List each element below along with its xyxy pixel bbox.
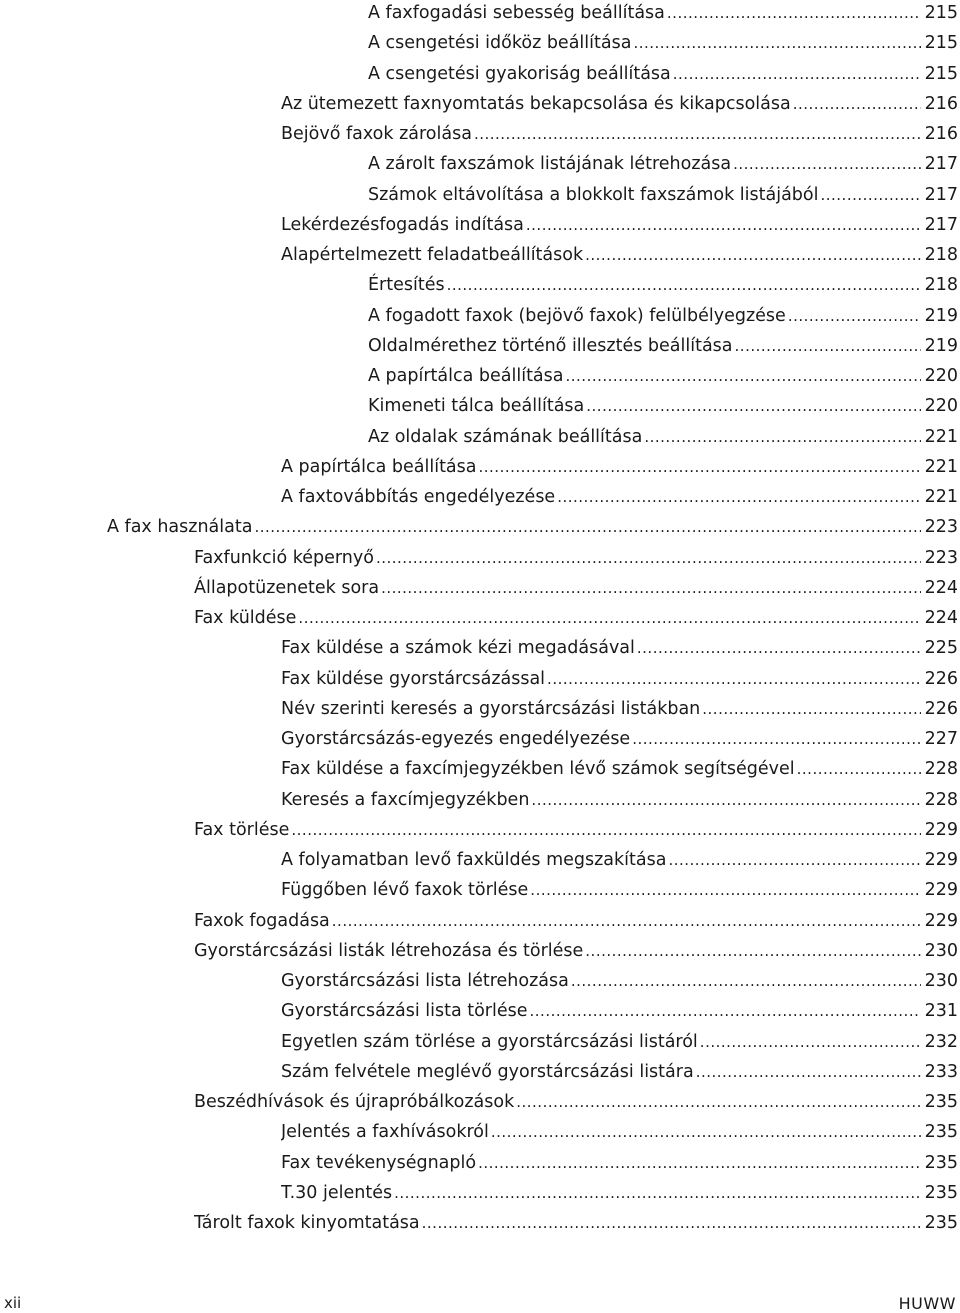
toc-dot-leader — [793, 89, 921, 119]
toc-dot-leader — [733, 149, 920, 179]
toc-entry[interactable] — [368, 0, 958, 28]
toc-entry[interactable] — [281, 724, 958, 754]
toc-dot-leader — [491, 1117, 921, 1147]
toc-entry[interactable] — [368, 180, 958, 210]
toc-entry[interactable] — [281, 664, 958, 694]
toc-entry-page: 219 — [924, 335, 958, 356]
toc-entry[interactable] — [368, 270, 958, 300]
toc-entry[interactable] — [281, 1178, 958, 1208]
toc-entry-title: A faxtovábbítás engedélyezése — [281, 487, 556, 507]
toc-entry-page: 217 — [924, 154, 958, 175]
toc-entry-title: A faxfogadási sebesség beállítása — [368, 3, 665, 23]
toc-dot-leader — [376, 543, 921, 573]
toc-dot-leader — [516, 1087, 920, 1117]
toc-dot-leader — [797, 754, 921, 784]
toc-entry-title: Fax küldése a számok kézi megadásával — [281, 638, 635, 659]
footer-document-code: HUWW — [898, 1294, 956, 1313]
toc-entry-page: 221 — [924, 487, 958, 507]
toc-dot-leader — [394, 1178, 920, 1208]
toc-dot-leader — [447, 270, 921, 300]
toc-entry-title: Állapotüzenetek sora — [194, 577, 380, 598]
toc-entry-page: 221 — [924, 426, 958, 447]
toc-entry[interactable] — [281, 845, 958, 875]
toc-entry[interactable] — [194, 1087, 958, 1117]
toc-entry-page: 235 — [924, 1092, 958, 1112]
toc-entry[interactable] — [281, 1057, 958, 1087]
toc-dot-leader — [530, 996, 921, 1026]
toc-dot-leader — [526, 210, 921, 240]
toc-entry[interactable] — [368, 331, 958, 361]
toc-entry-title: Beszédhívások és újrapróbálkozások — [194, 1092, 515, 1112]
footer-page-number: xii — [4, 1294, 22, 1312]
toc-dot-leader — [478, 1148, 921, 1178]
toc-entry-page: 219 — [924, 305, 958, 326]
toc-dot-leader — [637, 633, 921, 663]
toc-dot-leader — [531, 785, 920, 815]
toc-entry[interactable] — [281, 996, 958, 1026]
toc-entry-title: Értesítés — [368, 275, 445, 296]
toc-entry-page: 225 — [924, 638, 958, 659]
toc-entry-title: Lekérdezésfogadás indítása — [281, 214, 524, 235]
toc-dot-leader — [547, 664, 921, 694]
toc-entry[interactable] — [194, 603, 958, 633]
toc-dot-leader — [474, 119, 921, 149]
toc-entry-page: 229 — [924, 880, 958, 901]
toc-entry-title: Fax küldése a faxcímjegyzékben lévő számok segítségével — [281, 759, 795, 780]
toc-entry[interactable] — [194, 573, 958, 603]
toc-entry-page: 229 — [924, 819, 958, 840]
toc-entry[interactable] — [281, 694, 958, 724]
toc-entry-page: 226 — [924, 668, 958, 689]
toc-entry-title: Az ütemezett faxnyomtatás bekapcsolása és kikapcsolása — [281, 93, 791, 114]
toc-entry-page: 229 — [924, 910, 958, 931]
toc-entry-page: 223 — [924, 517, 958, 538]
toc-entry-page: 230 — [924, 940, 958, 961]
toc-dot-leader — [332, 906, 921, 936]
toc-dot-leader — [291, 815, 920, 845]
toc-entry[interactable] — [281, 240, 958, 270]
toc-entry[interactable] — [194, 543, 958, 573]
toc-entry-title: Kimeneti tálca beállítása — [368, 396, 585, 417]
toc-entry-title: A folyamatban levő faxküldés megszakítása — [281, 850, 667, 870]
toc-entry[interactable] — [281, 210, 958, 240]
toc-entry-title: Faxok fogadása — [194, 910, 330, 931]
toc-dot-leader — [571, 966, 921, 996]
toc-entry-page: 224 — [924, 577, 958, 598]
toc-entry[interactable] — [194, 815, 958, 845]
toc-entry[interactable] — [368, 391, 958, 421]
toc-entry[interactable] — [281, 754, 958, 784]
toc-entry-title: Jelentés a faxhívásokról — [281, 1122, 489, 1143]
toc-entry-page: 215 — [924, 63, 958, 84]
toc-dot-leader — [381, 573, 921, 603]
toc-dot-leader — [668, 845, 920, 875]
toc-entry[interactable] — [281, 452, 958, 482]
toc-entry-page: 216 — [924, 124, 958, 144]
toc-entry[interactable] — [281, 875, 958, 905]
toc-entry[interactable] — [281, 1117, 958, 1147]
toc-entry-page: 223 — [924, 547, 958, 568]
toc-entry-page: 228 — [924, 789, 958, 810]
toc-entry[interactable] — [281, 1148, 958, 1178]
toc-entry-page: 217 — [924, 184, 958, 205]
toc-entry[interactable] — [368, 28, 958, 58]
toc-entry-title: A zárolt faxszámok listájának létrehozása — [368, 154, 732, 175]
toc-entry-page: 224 — [924, 608, 958, 628]
toc-entry-title: Fax törlése — [194, 819, 290, 840]
toc-entry[interactable] — [281, 119, 958, 149]
toc-entry-title: A csengetési gyakoriság beállítása — [368, 63, 671, 84]
toc-dot-leader — [298, 603, 920, 633]
toc-dot-leader — [530, 875, 920, 905]
toc-entry-page: 220 — [924, 366, 958, 386]
toc-entry[interactable] — [368, 301, 958, 331]
toc-dot-leader — [557, 482, 920, 512]
toc-entry-page: 235 — [924, 1182, 958, 1203]
toc-entry-title: Függőben lévő faxok törlése — [281, 880, 529, 901]
toc-entry-title: Fax tevékenységnapló — [281, 1152, 477, 1173]
toc-entry-page: 215 — [924, 33, 958, 54]
toc-entry-page: 229 — [924, 850, 958, 870]
toc-entry-page: 218 — [924, 275, 958, 296]
toc-entry-page: 232 — [924, 1031, 958, 1052]
toc-entry-page: 215 — [924, 3, 958, 23]
toc-entry-title: Fax küldése — [194, 608, 297, 628]
toc-entry[interactable] — [194, 936, 958, 966]
toc-dot-leader — [667, 0, 921, 28]
toc-entry-page: 230 — [924, 971, 958, 991]
toc-entry-page: 216 — [924, 93, 958, 114]
toc-entry[interactable] — [194, 906, 958, 936]
toc-dot-leader — [702, 694, 920, 724]
toc-entry-title: A csengetési időköz beállítása — [368, 33, 632, 54]
toc-entry-title: Oldalmérethez történő illesztés beállítása — [368, 335, 733, 356]
toc-dot-leader — [788, 301, 921, 331]
toc-entry-title: Az oldalak számának beállítása — [368, 426, 643, 447]
toc-dot-leader — [422, 1208, 921, 1238]
toc-dot-leader — [633, 28, 920, 58]
toc-entry-title: A fogadott faxok (bejövő faxok) felülbélyegzése — [368, 305, 786, 326]
toc-dot-leader — [735, 331, 921, 361]
toc-entry-page: 220 — [924, 396, 958, 417]
toc-entry-page: 226 — [924, 698, 958, 719]
toc-entry-title: Keresés a faxcímjegyzékben — [281, 789, 530, 810]
toc-entry[interactable] — [368, 149, 958, 179]
toc-entry-page: 217 — [924, 214, 958, 235]
toc-entry-page: 231 — [924, 1001, 958, 1022]
toc-dot-leader — [566, 361, 921, 391]
toc-entry-page: 227 — [924, 729, 958, 749]
toc-entry-title: Tárolt faxok kinyomtatása — [194, 1213, 420, 1233]
toc-entry-title: Gyorstárcsázás-egyezés engedélyezése — [281, 729, 631, 749]
toc-entry-title: T.30 jelentés — [281, 1182, 393, 1203]
toc-entry-title: Bejövő faxok zárolása — [281, 124, 472, 144]
toc-entry-page: 221 — [924, 456, 958, 477]
toc-entry-title: Szám felvétele meglévő gyorstárcsázási listára — [281, 1061, 694, 1082]
toc-dot-leader — [700, 1027, 921, 1057]
toc-entry-title: A papírtálca beállítása — [368, 366, 564, 386]
toc-entry-title: Fax küldése gyorstárcsázással — [281, 668, 546, 689]
toc-dot-leader — [479, 452, 921, 482]
toc-entry-title: Gyorstárcsázási listák létrehozása és törlése — [194, 940, 584, 961]
toc-entry[interactable] — [281, 966, 958, 996]
toc-entry[interactable] — [107, 512, 958, 542]
toc-dot-leader — [632, 724, 920, 754]
toc-entry[interactable] — [368, 422, 958, 452]
toc-entry-page: 228 — [924, 759, 958, 780]
toc-entry[interactable] — [281, 482, 958, 512]
toc-entry-page: 235 — [924, 1122, 958, 1143]
toc-entry-page: 233 — [924, 1061, 958, 1082]
toc-dot-leader — [585, 936, 920, 966]
toc-entry-page: 235 — [924, 1152, 958, 1173]
toc-dot-leader — [586, 391, 920, 421]
toc-entry-title: Gyorstárcsázási lista törlése — [281, 1001, 528, 1022]
toc-entry-title: Alapértelmezett feladatbeállítások — [281, 245, 584, 265]
toc-entry-title: Számok eltávolítása a blokkolt faxszámok listájából — [368, 184, 819, 205]
toc-entry[interactable] — [368, 59, 958, 89]
toc-entry-page: 235 — [924, 1213, 958, 1233]
toc-entry-title: Név szerinti keresés a gyorstárcsázási listákban — [281, 698, 701, 719]
toc-dot-leader — [254, 512, 920, 542]
toc-entry[interactable] — [281, 785, 958, 815]
toc-dot-leader — [673, 59, 921, 89]
toc-dot-leader — [644, 422, 920, 452]
toc-entry[interactable] — [194, 1208, 958, 1238]
toc-entry-page: 218 — [924, 245, 958, 265]
toc-entry-title: Gyorstárcsázási lista létrehozása — [281, 971, 569, 991]
toc-entry[interactable] — [281, 1027, 958, 1057]
toc-entry[interactable] — [281, 633, 958, 663]
toc-entry-title: A papírtálca beállítása — [281, 456, 477, 477]
toc-entry-title: Egyetlen szám törlése a gyorstárcsázási listáról — [281, 1031, 698, 1052]
toc-entry-title: Faxfunkció képernyő — [194, 547, 374, 568]
toc-dot-leader — [696, 1057, 921, 1087]
toc-entry-title: A fax használata — [107, 517, 253, 538]
toc-entry[interactable] — [281, 89, 958, 119]
toc-dot-leader — [585, 240, 920, 270]
toc-dot-leader — [820, 180, 920, 210]
toc-entry[interactable] — [368, 361, 958, 391]
